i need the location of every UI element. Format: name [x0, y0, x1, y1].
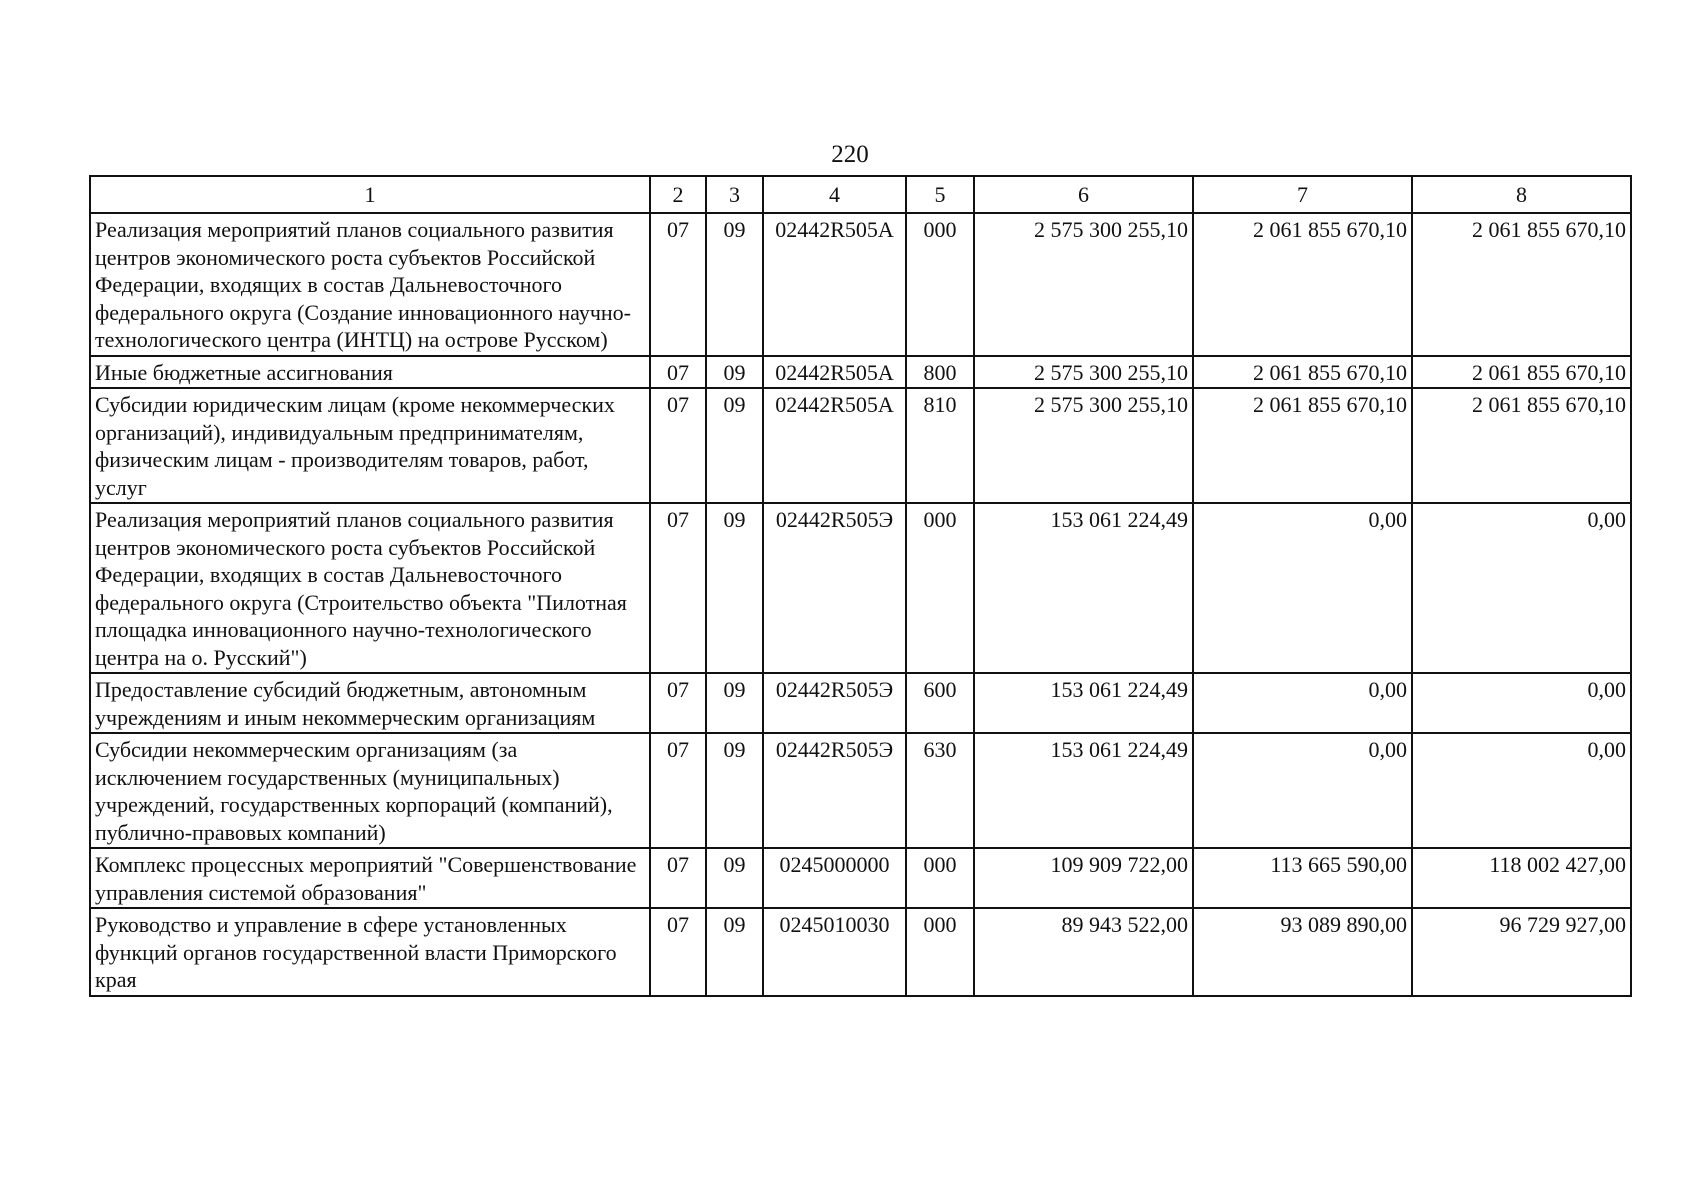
table-row: [90, 848, 1631, 908]
subsection-code: 09: [706, 213, 763, 356]
amount-year-1: 109 909 722,00: [974, 848, 1193, 908]
expense-type-code: 000: [906, 213, 974, 356]
section-code: 07: [650, 503, 706, 673]
table-row: [90, 388, 1631, 503]
row-name: Реализация мероприятий планов социального развития центров экономического роста субъектов Российской Федерации, входящих в состав Дальневосточного федерального округа (Создание инновационного научно-технологического центра (ИНТЦ) на острове Русском): [90, 213, 650, 356]
amount-year-3: 2 061 855 670,10: [1412, 356, 1631, 389]
amount-year-1: 153 061 224,49: [974, 733, 1193, 848]
column-header: 8: [1412, 176, 1631, 213]
column-header: 3: [706, 176, 763, 213]
subsection-code: 09: [706, 673, 763, 733]
amount-year-3: 0,00: [1412, 673, 1631, 733]
section-code: 07: [650, 213, 706, 356]
amount-year-2: 2 061 855 670,10: [1193, 356, 1412, 389]
expense-type-code: 810: [906, 388, 974, 503]
target-code: 02442R505A: [763, 356, 906, 389]
target-code: 0245000000: [763, 848, 906, 908]
section-code: 07: [650, 673, 706, 733]
subsection-code: 09: [706, 388, 763, 503]
amount-year-3: 118 002 427,00: [1412, 848, 1631, 908]
section-code: 07: [650, 356, 706, 389]
column-header: 6: [974, 176, 1193, 213]
table-row: [90, 503, 1631, 673]
section-code: 07: [650, 848, 706, 908]
amount-year-2: 93 089 890,00: [1193, 908, 1412, 996]
table-row: [90, 733, 1631, 848]
section-code: 07: [650, 388, 706, 503]
column-header-row: [90, 176, 1631, 213]
page-number: 220: [831, 141, 869, 168]
amount-year-2: 2 061 855 670,10: [1193, 213, 1412, 356]
column-header: 5: [906, 176, 974, 213]
amount-year-2: 0,00: [1193, 733, 1412, 848]
table-row: [90, 673, 1631, 733]
row-name: Руководство и управление в сфере установленных функций органов государственной власти Приморского края: [90, 908, 650, 996]
expense-type-code: 630: [906, 733, 974, 848]
table-row: [90, 213, 1631, 356]
expense-type-code: 800: [906, 356, 974, 389]
row-name: Комплекс процессных мероприятий "Совершенствование управления системой образования": [90, 848, 650, 908]
table-row: [90, 356, 1631, 389]
column-header: 7: [1193, 176, 1412, 213]
column-header: 4: [763, 176, 906, 213]
subsection-code: 09: [706, 503, 763, 673]
amount-year-1: 2 575 300 255,10: [974, 213, 1193, 356]
subsection-code: 09: [706, 848, 763, 908]
subsection-code: 09: [706, 908, 763, 996]
expense-type-code: 600: [906, 673, 974, 733]
target-code: 0245010030: [763, 908, 906, 996]
expense-type-code: 000: [906, 503, 974, 673]
amount-year-2: 0,00: [1193, 503, 1412, 673]
target-code: 02442R505A: [763, 213, 906, 356]
row-name: Предоставление субсидий бюджетным, автономным учреждениям и иным некоммерческим организациям: [90, 673, 650, 733]
expense-type-code: 000: [906, 848, 974, 908]
row-name: Субсидии юридическим лицам (кроме некоммерческих организаций), индивидуальным предпринимателям, физическим лицам - производителям товаров, работ, услуг: [90, 388, 650, 503]
amount-year-1: 2 575 300 255,10: [974, 356, 1193, 389]
amount-year-3: 0,00: [1412, 733, 1631, 848]
target-code: 02442R505Э: [763, 733, 906, 848]
target-code: 02442R505Э: [763, 503, 906, 673]
amount-year-3: 96 729 927,00: [1412, 908, 1631, 996]
expense-type-code: 000: [906, 908, 974, 996]
column-header: 2: [650, 176, 706, 213]
amount-year-3: 2 061 855 670,10: [1412, 388, 1631, 503]
amount-year-1: 89 943 522,00: [974, 908, 1193, 996]
amount-year-2: 113 665 590,00: [1193, 848, 1412, 908]
target-code: 02442R505Э: [763, 673, 906, 733]
amount-year-3: 0,00: [1412, 503, 1631, 673]
amount-year-2: 0,00: [1193, 673, 1412, 733]
target-code: 02442R505A: [763, 388, 906, 503]
row-name: Субсидии некоммерческим организациям (за исключением государственных (муниципальных) учреждений, государственных корпораций (компаний), публично-правовых компаний): [90, 733, 650, 848]
table-row: [90, 908, 1631, 996]
subsection-code: 09: [706, 356, 763, 389]
subsection-code: 09: [706, 733, 763, 848]
amount-year-1: 153 061 224,49: [974, 673, 1193, 733]
budget-table: [89, 175, 1632, 997]
column-header: 1: [90, 176, 650, 213]
amount-year-1: 2 575 300 255,10: [974, 388, 1193, 503]
amount-year-3: 2 061 855 670,10: [1412, 213, 1631, 356]
amount-year-2: 2 061 855 670,10: [1193, 388, 1412, 503]
section-code: 07: [650, 733, 706, 848]
section-code: 07: [650, 908, 706, 996]
row-name: Иные бюджетные ассигнования: [90, 356, 650, 389]
amount-year-1: 153 061 224,49: [974, 503, 1193, 673]
row-name: Реализация мероприятий планов социального развития центров экономического роста субъектов Российской Федерации, входящих в состав Дальневосточного федерального округа (Строительство объекта "Пилотная площадка инновационного научно-технологического центра на о. Русский"): [90, 503, 650, 673]
